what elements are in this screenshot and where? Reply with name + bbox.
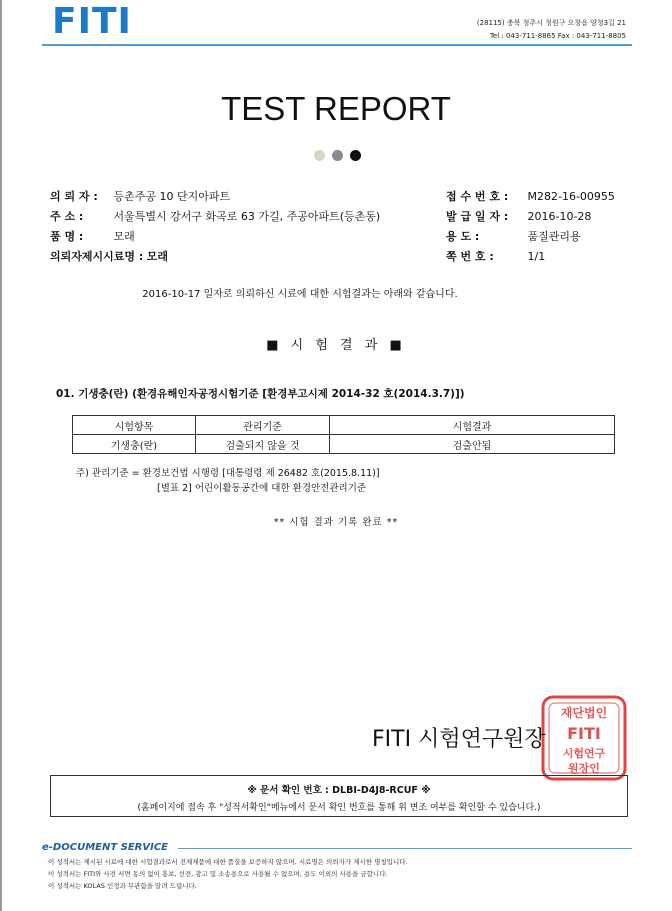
intro-text: 2016-10-17 일자로 의뢰하신 시료에 대한 시험결과는 아래와 같습니다. xyxy=(142,289,458,300)
page-left-border xyxy=(0,0,2,911)
footer-line: 이 성적서는 KOLAS 인정과 무관함을 알려 드립니다. xyxy=(48,882,197,890)
fiti-logo xyxy=(52,2,156,42)
dot-light xyxy=(314,150,325,161)
footer-disclaimer xyxy=(48,856,408,892)
info-row-issue-date xyxy=(446,207,615,227)
info-row-purpose xyxy=(446,227,615,247)
decorative-dots xyxy=(314,150,361,161)
header-address-block xyxy=(477,17,626,43)
info-row-page-no xyxy=(446,247,615,267)
info-row-receipt-no xyxy=(446,187,615,207)
logo-text: FITI xyxy=(52,1,132,42)
info-left xyxy=(50,187,380,267)
footer-divider xyxy=(178,848,632,849)
info-value: 서울특별시 강서구 화곡로 63 가길, 주공아파트(등촌동) xyxy=(113,210,381,223)
dot-black xyxy=(350,150,361,161)
info-label: 접 수 번 호 : xyxy=(446,190,509,203)
table-header-row xyxy=(73,416,615,435)
footer-line: 이 성적서는 제시된 시료에 대한 시험결과로서 전체제품에 대한 품질을 보증하지 않으며, 시료명은 의뢰자가 제시한 명칭입니다. xyxy=(48,858,408,866)
footer-line: 이 성적서는 FITI와 사전 서면 동의 없이 홍보, 선전, 광고 및 소송용으로 사용될 수 없으며, 용도 이외의 사용을 금합니다. xyxy=(48,870,388,878)
info-row-sample-name xyxy=(50,247,380,267)
edocument-service-label: e-DOCUMENT SERVICE xyxy=(42,842,169,853)
svg-text:원장인: 원장인 xyxy=(568,762,600,775)
svg-text:FITI: FITI xyxy=(567,724,601,743)
results-table xyxy=(72,415,615,454)
verification-box xyxy=(50,775,628,817)
info-value: 모래 xyxy=(146,250,169,263)
info-value: 1/1 xyxy=(527,250,546,263)
info-right xyxy=(446,187,615,267)
address-text: (28115) 충북 청주시 청원구 오창읍 양청3길 21 xyxy=(476,19,626,27)
table-header-cell: 시험결과 xyxy=(330,416,615,435)
table-cell: 검출되지 않을 것 xyxy=(196,435,330,454)
svg-text:재단법인: 재단법인 xyxy=(560,706,608,720)
signature-line: FITI 시험연구원장 xyxy=(372,727,546,752)
test-item-title: 01. 기생충(란) (환경유해인자공정시험기준 [환경부고시제 2014-32 호(2014.3.7)]) xyxy=(56,388,465,400)
table-header-cell: 시험항목 xyxy=(73,416,196,435)
info-value: 등촌주공 10 단지아파트 xyxy=(113,190,231,203)
note-line-1: 주) 관리기준 = 환경보건법 시행령 [대통령령 제 26482 호(2015.8.11)] xyxy=(76,468,380,479)
info-value: 2016-10-28 xyxy=(527,210,592,223)
info-row-product xyxy=(50,227,380,247)
table-row xyxy=(73,435,615,454)
completion-text: ** 시험 결과 기록 완료 ** xyxy=(273,517,399,528)
table-cell: 검출안됨 xyxy=(330,435,615,454)
report-title: TEST REPORT xyxy=(221,90,451,127)
info-value: 모래 xyxy=(113,230,135,243)
info-label: 쪽 번 호 : xyxy=(446,250,494,263)
info-row-address xyxy=(50,207,380,227)
section-heading: ■ 시 험 결 과 ■ xyxy=(266,338,406,353)
info-label: 주 소 : xyxy=(50,210,84,223)
verification-number: ※ 문서 확인 번호 : DLBI-D4J8-RCUF ※ xyxy=(247,785,431,796)
dot-gray xyxy=(332,150,343,161)
contact-text: Tel : 043-711-8865 Fax : 043-711-8805 xyxy=(489,32,626,40)
info-value: M282-16-00955 xyxy=(527,190,615,203)
info-value: 품질관리용 xyxy=(527,230,581,243)
info-label: 의뢰자제시시료명 : xyxy=(50,250,144,263)
table-cell: 기생충(란) xyxy=(73,435,196,454)
verification-instructions: (홈페이지에 접속 후 "성적서확인"메뉴에서 문서 확인 번호를 통해 위 변조 여부를 확인할 수 있습니다.) xyxy=(137,803,541,813)
header-divider xyxy=(42,44,632,46)
info-label: 의 뢰 자 : xyxy=(50,190,98,203)
info-label: 품 명 : xyxy=(50,230,84,243)
official-seal-stamp xyxy=(539,693,629,783)
info-row-requester xyxy=(50,187,380,207)
info-label: 용 도 : xyxy=(446,230,480,243)
note-line-2: [별표 2] 어린이활동공간에 대한 환경안전관리기준 xyxy=(157,483,367,494)
table-header-cell: 관리기준 xyxy=(196,416,330,435)
info-label: 발 급 일 자 : xyxy=(446,210,509,223)
svg-text:시험연구: 시험연구 xyxy=(562,747,606,760)
